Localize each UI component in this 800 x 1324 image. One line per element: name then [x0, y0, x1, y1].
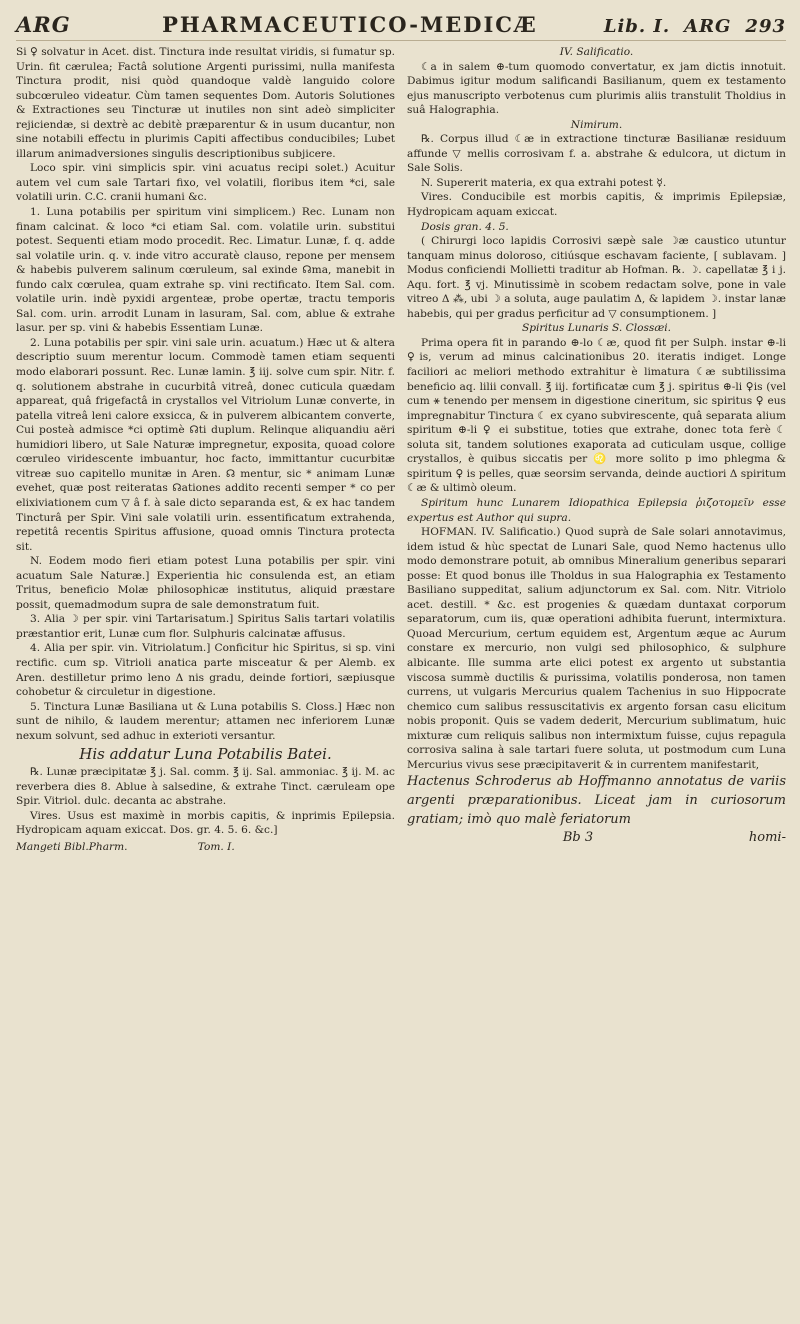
paragraph-note-n: N. Eodem modo fieri etiam potest Luna potabilis per spir. vini acuatum Sale Naturæ.] Experientia hic consulenda est, an etiam Tritus, beneficio Molæ philosophicæ institutus, aliquid præstare possit, quemadmodum supra de sale demonstratum fuit. [16, 555, 395, 611]
left-page-mark: ARG [16, 12, 71, 37]
catchword: homi- [748, 830, 786, 846]
paragraph-vires: Vires. Usus est maximè in morbis capitis, & inprimis Epilepsia. Hydropicam aquam exiccat. Dos. gr. 4. 5. 6. &c.] [16, 809, 395, 837]
section-heading-nimirum: Nimirum. [570, 118, 623, 131]
footer-line [16, 840, 395, 855]
paragraph-vires-right: Vires. Conducibile est morbis capitis, & imprimis Epilepsiæ, Hydropicam aquam exiccat. [407, 191, 786, 219]
book-number: Lib. I. [603, 16, 671, 37]
footer-source: Mangeti Bibl.Pharm. [16, 840, 128, 853]
page-title: PHARMACEUTICO-MEDICÆ [162, 12, 538, 37]
two-columns [16, 45, 786, 855]
paragraph-basilian: ☾a in salem ⊕-tum quomodo convertatur, ex jam dictis innotuit. Dabimus igitur modum salificandi Basilianum, quem ex testamento ejus manuscripto verbotenus cum plurimis aliis transtulit Tholdius in suâ Halographia. [407, 60, 786, 117]
paragraph-supererit: N. Supererit materia, ex qua extrahi potest ☿. [421, 176, 667, 189]
right-column [407, 45, 786, 855]
closing-remark: Hactenus Schroderus ab Hoffmanno annotatus de variis argenti præparationibus. Liceat jam in curiosorum gratiam; imò quo malè feriatorum [407, 774, 786, 828]
paragraph-corpus: ℞. Corpus illud ☾æ in extractione tincturæ Basilianæ residuum affunde ▽ mellis corrosivam f. a. abstrahe & edulcora, ut dictum in Sale Solis. [407, 133, 786, 175]
paragraph-epilepsia: Spiritum hunc Lunarem Idiopathica Epilepsia ῥιζοτομεῖν esse expertus est Author qui supra. [407, 496, 786, 524]
right-header-group [604, 16, 786, 37]
page-number: 293 [745, 16, 786, 37]
paragraph-chirurgi: ( Chirurgi loco lapidis Corrosivi sæpè sale ☽æ caustico utuntur tanquam minus doloroso, citiúsque eschavam faciente, [ sublavam. ] Modus conficiendi Mollietti traditur ab Hofman. ℞. ☽. capellatæ ℥ i j. Aqu. fort. ℥ vj. Minutissimè in scobem redactam solve, pone in vale vitreo Δ ⁂, ubi ☽ a soluta, auge paulatim Δ, & lapidem ☽. instar lanæ habebis, qui per gradus perficitur ad ▽ consumptionem. ] [407, 235, 786, 320]
paragraph-intro: Si ♀ solvatur in Acet. dist. Tinctura inde resultat viridis, si fumatur sp. Urin. fit cærulea; Factâ solutione Argenti purissimi, nulla manifesta Tinctura prodit, nisi quòd quandoque valdè languido colore subcœruleo videatur. Cùm tamen sequentes Dom. Autoris Solutiones & Extractiones seu Tincturæ ut inutiles non sint adeò simpliciter rejiciendæ, si dextrè ac debitè præparentur & in usum ducantur, non sine notabili effectu in plurimis Capiti affectibus conducibiles; Lubet illarum animadversiones singulis descriptionibus subjicere. [16, 46, 395, 160]
left-column [16, 45, 395, 855]
paragraph-alia-3: 3. Alia ☽ per spir. vini Tartarisatum.] Spiritus Salis tartari volatilis præstantior erit, Lunæ cum flor. Sulphuris calcinatæ affusus. [16, 613, 395, 640]
paragraph-alia-4: 4. Alia per spir. vin. Vitriolatum.] Conficitur hic Spiritus, si sp. vini rectific. cum sp. Vitrioli anatica parte misceatur & per Alemb. ex Aren. destilletur primo leno Δ nis gradu, deinde fortiori, sæpiusque cohobetur & circuletur in digestione. [16, 642, 395, 699]
paragraph-loco: Loco spir. vini simplicis spir. vini acuatus recipi solet.) Acuitur autem vel cum sale Tartari fixo, vel volatili, floribus item *ci, sale volatili urin. C.C. cranii humani &c. [16, 162, 395, 204]
paragraph-prima-opera: Prima opera fit in parando ⊕-lo ☾æ, quod fit per Sulph. instar ⊕-li ♀is, verum ad minus calcinationibus 20. iteratis indiget. Longe faciliori ac meliori methodo extrahitur è limatura ☾æ subtilissima beneficio aq. lilii convall. ℥ iij. fortificatæ cum ℥ j. spiritus ⊕-li ♀is (vel cum ⚹ tenendo per mensem in digestione cineritum, sic spiritus ♀ eus impregnabitur Tinctura ☾ ex cyano subvirescente, quâ separata alium spiritum ⊕-li ♀ ei substitue, toties que extrahe, donec tota ferè ☾ soluta sit, tandem solutiones exaporata ad cuticulam usque, collige crystallos, è quibus siccatis per ♌ more solito p imo phlegma & spiritum ♀ is pelles, quæ seorsim servanda, deinde auctiori Δ spiritum ☾æ & ultimò oleum. [407, 336, 786, 495]
footer-volume: Tom. I. [197, 840, 235, 853]
running-head [16, 12, 786, 41]
paragraph-hofman: HOFMAN. IV. Salificatio.) Quod suprà de Sale solari annotavimus, idem istud & hùc spectat de Lunari Sale, quod Nemo hactenus ullo modo demonstrare potuit, ab omnibus Mineralium generibus separari posse: Et quod bonus ille Tholdus in sua Halographia ex Testamento Basiliano suppeditat, salium adjunctorum ex Sal. com. Nitr. Vitriolo acet. destill. * &c. est progenies & quædam duntaxat corporum separatorum, cum iis, quæ operationi adhibita fuerunt, intermixtura. Quoad Mercurium, certum equidem est, Argentum æque ac Aurum constare ex mercurio, non vulgi sed philosophico, & sulphure albicante. Ille summa arte elici potest ex argento ut substantia viscosa summè ductilis & purissima, volatilis ponderosa, non tamen currens, ut vulgaris Mercurius qualem Tachenius in suo Hippocrate chemico cum salibus ressuscitativis ex argento forsan casu elicitum nobis proponit. Quis se vadem dederit, Mercurium sublimatum, huic mixturæ cum reliquis salibus non intermixtum fuisse, cujus repagula corrosiva salina à sale tartari fuere soluta, ut postmodum cum Luna Mercurius vivus sese præcipitaverit & in currentem manifestarit, [407, 526, 786, 771]
signature-line [407, 829, 786, 846]
right-page-mark: ARG [684, 16, 732, 37]
paragraph-luna-1: 1. Luna potabilis per spiritum vini simplicem.) Rec. Lunam non finam calcinat. & loco *ci etiam Sal. com. volatile urin. substitui potest. Sequenti etiam modo procedit. Rec. Limatur. Lunæ, f. q. adde sal volatile urin. q. v. inde vitro accuratè clauso, repone per mensem & habebis pulverem salinum cœruleum, sal exinde ☊ma, manebit in fundo calx cœrulea, quam extrahe sp. vini rectificato. Item Sal. com. volatile urin. indè pyxidi argenteæ, probe opertæ, tractu temporis Sal. com. urin. arrodit Lunam in lasuram, Sal. com, ablue & extrahe lasur. per sp. vini & habebis Essentiam Lunæ. [16, 206, 395, 335]
signature-mark: Bb 3 [562, 830, 594, 846]
paragraph-dosis: Dosis gran. 4. 5. [421, 220, 509, 233]
paragraph-tinctura-5: 5. Tinctura Lunæ Basiliana ut & Luna potabilis S. Closs.] Hæc non sunt de nihilo, & laudem merentur; attamen nec inferiorem Lunæ nexum solvunt, sed adhuc in exterioti versantur. [16, 700, 395, 742]
section-heading-spiritus: Spiritus Lunaris S. Clossæi. [521, 322, 672, 335]
section-heading-salificatio: IV. Salificatio. [559, 46, 634, 58]
paragraph-recipe: ℞. Lunæ præcipitatæ ℥ j. Sal. comm. ℥ ij. Sal. ammoniac. ℥ ij. M. ac reverbera dies 8. Ablue à salsedine, & extrahe Tinct. cæruleam ope Spir. Vitriol. dulc. decanta ac abstrahe. [16, 766, 395, 808]
paragraph-luna-2: 2. Luna potabilis per spir. vini sale urin. acuatum.) Hæc ut & altera descriptio suum merentur locum. Commodè tamen etiam sequenti modo elaborari possunt. Rec. Lunæ lamin. ℥ iij. solve cum spir. Nitr. f. q. solutionem abstrahe in cucurbitâ vitreâ, donec cuticula quædam appareat, quâ frigefactâ in crystallos vel Vitriolum Lunæ converte, in patella vitreâ leni calore exsicca, & in pulverem albicantem converte, Cui posteà admisce *ci optimè ☊ti duplum. Relinque aliquandiu aëri humidiori libero, ut Sale Naturæ impregnetur, exposita, quoad colore cœruleo viridescente imbuantur, hoc facto, immittantur cucurbitæ vitreæ suo capitello munitæ in Aren. ☊ mentur, sic * animam Lunæ evehet, quæ post reiteratas ☊ationes addito recenti semper * co per elixiviationem cum ▽ â f. à sale dicto separanda est, & ex hac tandem Tincturâ per Spir. Vini sale volatili urin. essentificatum extrahenda, repetitâ recentis Spiritus affusione, quoad omnis Tinctura protecta sit. [16, 336, 395, 553]
section-heading-batei: His addatur Luna Potabilis Batei. [79, 745, 332, 764]
